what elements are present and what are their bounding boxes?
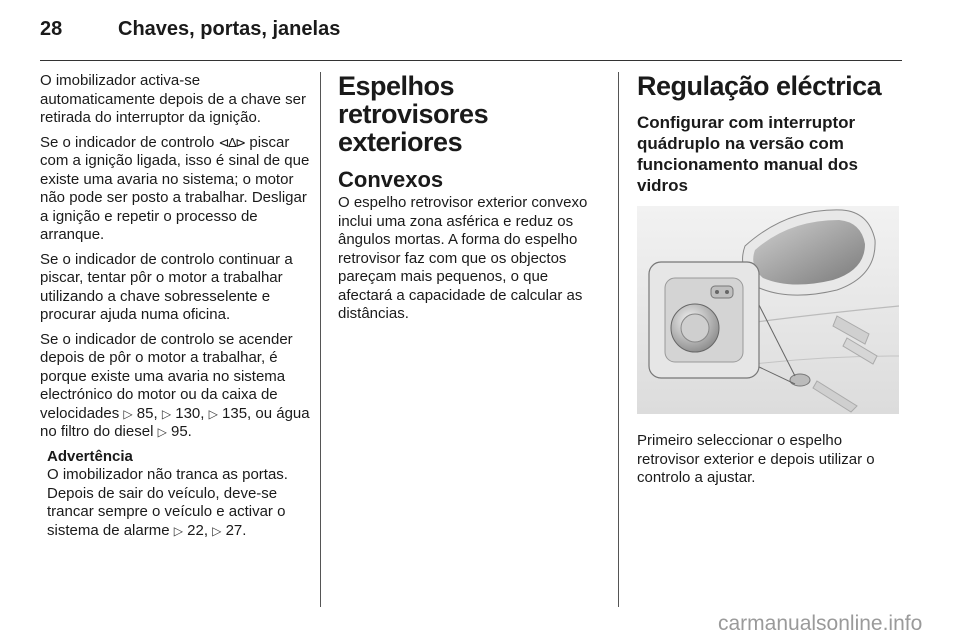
- mirror-switch-illustration: [637, 206, 899, 414]
- chapter-title: Chaves, portas, janelas: [118, 18, 341, 40]
- xref-arrow-icon: ▷: [173, 523, 183, 538]
- text-span: ,: [153, 404, 162, 422]
- xref-arrow-icon: ▷: [212, 523, 222, 538]
- page-ref[interactable]: 95: [170, 423, 188, 440]
- page-number: 28: [40, 18, 63, 40]
- xref-arrow-icon: ▷: [157, 425, 167, 439]
- subsection-title: Configurar com interruptor quádruplo na versão com funcionamento manual dos vidros: [637, 113, 859, 195]
- page-header: [40, 18, 902, 58]
- page-ref[interactable]: 27: [225, 521, 243, 539]
- section-title: Regulação eléctrica: [637, 71, 882, 101]
- paragraph-indicator-continuing: Se o indicador de controlo continuar a piscar, tentar pôr o motor a trabalhar utilizando a chave sobresselente e procurar ajuda numa oficina.: [40, 250, 293, 323]
- text-span: .: [187, 423, 192, 440]
- column-divider-1: [320, 72, 321, 607]
- text-span: ,: [200, 404, 209, 422]
- warning-note: [47, 448, 310, 541]
- xref-arrow-icon: ▷: [123, 406, 133, 421]
- paragraph-indicator-flashing: [40, 134, 310, 245]
- paragraph-immobilizer-activation: O imobilizador activa-se automaticamente depois de a chave ser retirada do interruptor da ignição.: [40, 72, 306, 126]
- text-span: Se o indicador de controlo: [40, 133, 219, 151]
- section-title: Espelhos retrovisores exteriores: [338, 71, 489, 157]
- text-span: O imobilizador não tranca as portas. Depois de sair do veículo, deve-se trancar sempre o veículo e activar o sistema de alarme: [47, 466, 288, 539]
- xref-arrow-icon: ▷: [161, 406, 172, 421]
- mirror-switch-drawing: [637, 206, 899, 414]
- header-rule: [40, 60, 902, 61]
- figure-caption: Primeiro seleccionar o espelho retrovisor exterior e depois utilizar o controlo a ajustar.: [637, 432, 875, 486]
- text-span: , ou água no filtro do diesel: [40, 404, 310, 440]
- warning-title: Advertência: [47, 447, 133, 465]
- page-ref[interactable]: 130: [175, 404, 201, 422]
- watermark: carmanualsonline.info: [718, 612, 923, 635]
- text-span: piscar com a ignição ligada, isso é sinal de que existe uma avaria no sistema; o motor não pode ser posto a trabalhar. Desligar a ignição e repetir o processo de arranque.: [40, 133, 310, 243]
- xref-arrow-icon: ▷: [208, 406, 218, 421]
- page-ref[interactable]: 22: [187, 521, 204, 539]
- text-span: Se o indicador de controlo se acender depois de pôr o motor a trabalhar, é porque existe uma avaria no sistema electrónico do motor ou da caixa de velocidades: [40, 330, 293, 422]
- text-span: ,: [203, 521, 213, 539]
- paragraph-convex: O espelho retrovisor exterior convexo inclui uma zona asférica e reduz os ângulos mortas. A forma do espelho retrovisor faz com que os objectos pareçam mais pequenos, o que afectará a capacidade de calcular as distâncias.: [338, 194, 588, 322]
- page-ref[interactable]: 85: [136, 404, 154, 422]
- column-electric-adjustment: [637, 72, 902, 494]
- paragraph-indicator-lit: [40, 331, 310, 442]
- immobilizer-indicator-icon: ⊲∆⊳: [218, 134, 246, 150]
- page-ref[interactable]: 135: [222, 404, 248, 422]
- subsection-title: Convexos: [338, 167, 444, 192]
- column-exterior-mirrors: [338, 72, 606, 330]
- column-divider-2: [618, 72, 619, 607]
- column-immobilizer: [40, 72, 310, 540]
- text-span: .: [242, 521, 247, 539]
